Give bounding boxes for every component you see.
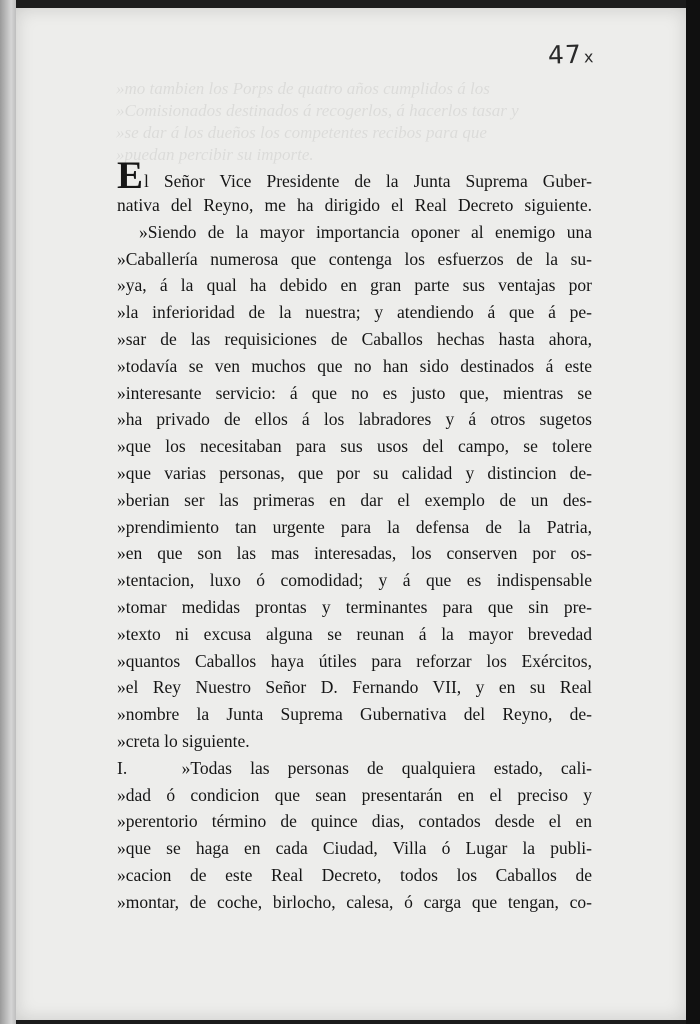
body-line: »la inferioridad de la nuestra; y atendiendo á que á pe- [117, 302, 592, 323]
folio-number [548, 39, 595, 70]
body-line: »sar de las requisiciones de Caballos hechas hasta ahora, [117, 328, 592, 349]
article-line: »perentorio término de quince dias, contados desde el en [117, 811, 592, 832]
drop-cap: E [117, 154, 144, 197]
body-line: »el Rey Nuestro Señor D. Fernando VII, y en su Real [117, 677, 592, 698]
decree-text [117, 154, 593, 916]
body-line: »berian ser las primeras en dar el exemplo de un des- [117, 489, 592, 510]
body-line: »prendimiento tan urgente para la defensa de la Patria, [117, 516, 592, 537]
body-line: »creta lo siguiente. [117, 730, 250, 751]
body-line: »ya, á la qual ha debido en gran parte sus ventajas por [117, 275, 592, 296]
article-line: I. »Todas las personas de qualquiera estado, cali- [117, 757, 593, 778]
article-line: »cacion de este Real Decreto, todos los Caballos de [117, 864, 592, 885]
article-line: »que se haga en cada Ciudad, Villa ó Lugar la publi- [117, 838, 592, 859]
article-line: »montar, de coche, birlocho, calesa, ó carga que tengan, co- [117, 891, 592, 912]
scan-border [686, 0, 700, 1024]
article-line: »dad ó condicion que sean presentarán en el preciso y [117, 784, 592, 805]
body-line: »Siendo de la mayor importancia oponer al enemigo una [139, 221, 592, 242]
body-line: »en que son las mas interesadas, los conserven por os- [117, 543, 592, 564]
body-line: »tomar medidas prontas y terminantes para que sin pre- [117, 596, 592, 617]
body-line: »todavía se ven muchos que no han sido destinados á este [117, 355, 592, 376]
folio-mark: x [583, 47, 595, 67]
body-line: »interesante servicio: á que no es justo que, mientras se [117, 382, 592, 403]
article-number: I. [117, 757, 128, 778]
adjacent-page-edge [0, 0, 16, 1024]
body-line: »texto ni excusa alguna se reunan á la mayor brevedad [117, 623, 592, 644]
body-line: »que varias personas, que por su calidad y distincion de- [117, 462, 592, 483]
body-line: »quantos Caballos haya útiles para reforzar los Exércitos, [117, 650, 592, 671]
body-line: »ha privado de ellos á los labradores y á otros sugetos [117, 409, 592, 430]
bleed-through-text: »mo tambien los Porps de quatro años cumplidos á los »Comisionados destinados á recogerlos, á hacerlos tasar y »se dar á los dueños los competentes recibos para que »puedan percibir su importe. [116, 79, 519, 164]
body-line: »Caballería numerosa que contenga los esfuerzos de la su- [117, 248, 592, 269]
body-line: »tentacion, luxo ó comodidad; y á que es indispensable [117, 570, 592, 591]
folio-number-value: 47 [547, 39, 583, 70]
intro-line: El Señor Vice Presidente de la Junta Suprema Guber- [117, 154, 592, 197]
body-line: »que los necesitaban para sus usos del campo, se tolere [117, 436, 592, 457]
body-line: »nombre la Junta Suprema Gubernativa del Reyno, de- [117, 704, 592, 725]
intro-line: nativa del Reyno, me ha dirigido el Real Decreto siguiente. [117, 195, 592, 215]
